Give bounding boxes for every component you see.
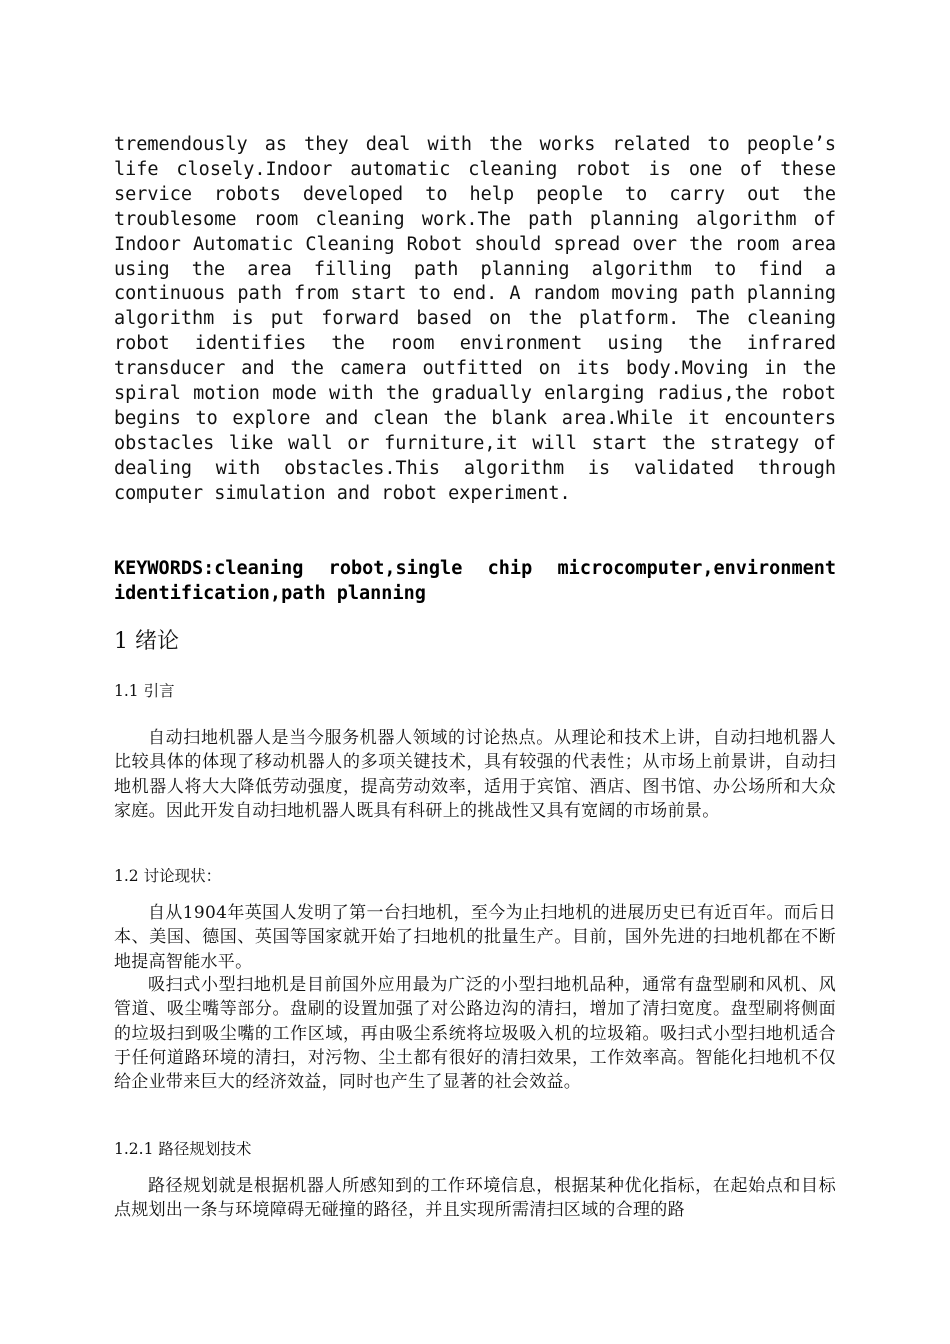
paragraph-history: 自从1904年英国人发明了第一台扫地机，至今为止扫地机的进展历史已有近百年。而后日本、美国、德国、英国等国家就开始了扫地机的批量生产。目前，国外先进的扫地机都在不断地提高智能水平。	[114, 903, 836, 972]
paragraph-suction-sweeper: 吸扫式小型扫地机是目前国外应用最为广泛的小型扫地机品种，通常有盘型刷和风机、风管道、吸尘嘴等部分。盘刷的设置加强了对公路边沟的清扫，增加了清扫宽度。盘型刷将侧面的垃圾扫到吸尘嘴的工作区域，再由吸尘系统将垃圾吸入机的垃圾箱。吸扫式小型扫地机适合于任何道路环境的清扫，对污物、尘土都有很好的清扫效果，工作效率高。智能化扫地机不仅给企业带来巨大的经济效益，同时也产生了显著的社会效益。	[114, 975, 836, 1093]
paragraph-intro: 自动扫地机器人是当今服务机器人领域的讨论热点。从理论和技术上讲，自动扫地机器人比较具体的体现了移动机器人的多项关键技术，具有较强的代表性；从市场上前景讲，自动扫地机器人将大大降低劳动强度，提高劳动效率，适用于宾馆、酒店、图书馆、办公场所和大众家庭。因此开发自动扫地机器人既具有科研上的挑战性又具有宽阔的市场前景。	[114, 728, 836, 821]
section-heading-introduction: 1 绪论	[114, 629, 179, 654]
subsection-heading-1-1: 1.1 引言	[114, 682, 175, 700]
keywords-line: KEYWORDS:cleaning robot,single chip microcomputer,environment identification,path planning	[114, 558, 836, 604]
english-abstract-paragraph: tremendously as they deal with the works related to people’s life closely.Indoor automatic cleaning robot is one of these service robots developed to help people to carry out the troublesome room cleaning work.The path planning algorithm of Indoor Automatic Cleaning Robot should spread over the room area using the area filling path planning algorithm to find a continuous path from start to end. A random moving path planning algorithm is put forward based on the platform. The cleaning robot identifies the room environment using the infrared transducer and the camera outfitted on its body.Moving in the spiral motion mode with the gradually enlarging radius,the robot begins to explore and clean the blank area.While it encounters obstacles like wall or furniture,it will start the strategy of dealing with obstacles.This algorithm is validated through computer simulation and robot experiment.	[114, 134, 836, 504]
paragraph-path-planning: 路径规划就是根据机器人所感知到的工作环境信息，根据某种优化指标，在起始点和目标点规划出一条与环境障碍无碰撞的路径，并且实现所需清扫区域的合理的路	[114, 1176, 836, 1221]
subsection-heading-1-2: 1.2 讨论现状：	[114, 867, 222, 885]
subsection-heading-1-2-1: 1.2.1 路径规划技术	[114, 1140, 252, 1158]
